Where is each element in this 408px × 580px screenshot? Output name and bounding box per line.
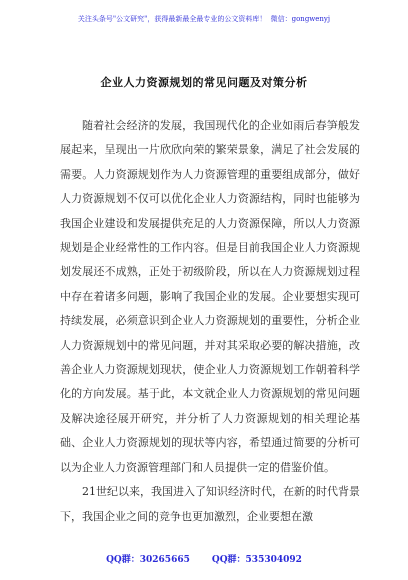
document-title: 企业人力资源规划的常见问题及对策分析 (100, 76, 308, 89)
paragraph: 随着社会经济的发展，我国现代化的企业如雨后春笋般发展起来，呈现出一片欣欣向荣的繁荣景象，满足了社会发展的需要。人力资源规划作为人力资源管理的重要组成部分，做好人力资源规划不仅可以优化企业人力资源结构，同时也能够为我国企业建设和发展提供充足的人力资源保障，所以人力资源规划是企业经常性的工作内容。但是目前我国企业人力资源规划发展还不成熟，正处于初级阶段，所以在人力资源规划过程中存在着诸多问题，影响了我国企业的发展。企业要想实现可持续发展，必须意识到企业人力资源规划的重要性，分析企业人力资源规划中的常见问题，并对其采取必要的解决措施，改善企业人力资源规划现状，使企业人力资源规划工作朝着科学化的方向发展。基于此，本文就企业人力资源规划的常见问题及解决途径展开研究，并分析了人力资源规划的相关理论基础、企业人力资源规划的现状等内容，希望通过简要的分析可以为企业人力资源管理部门和人员提供一定的借鉴价值。 (60, 119, 360, 474)
wechat-id: 微信：gongwenyj (270, 15, 331, 23)
qq-group-2: QQ群：535304092 (211, 555, 302, 565)
paragraph: 21世纪以来，我国进入了知识经济时代，在新的时代背景下，我国企业之间的竞争也更加激烈，企业要想在激 (60, 485, 360, 523)
document-body (60, 114, 360, 529)
footer-qq-groups (0, 552, 408, 565)
promo-banner (0, 14, 408, 24)
qq-group-1: QQ群：30265665 (106, 555, 190, 565)
promo-text: 关注头条号"公文研究"，获得最新最全最专业的公文资料库！ (77, 15, 267, 23)
